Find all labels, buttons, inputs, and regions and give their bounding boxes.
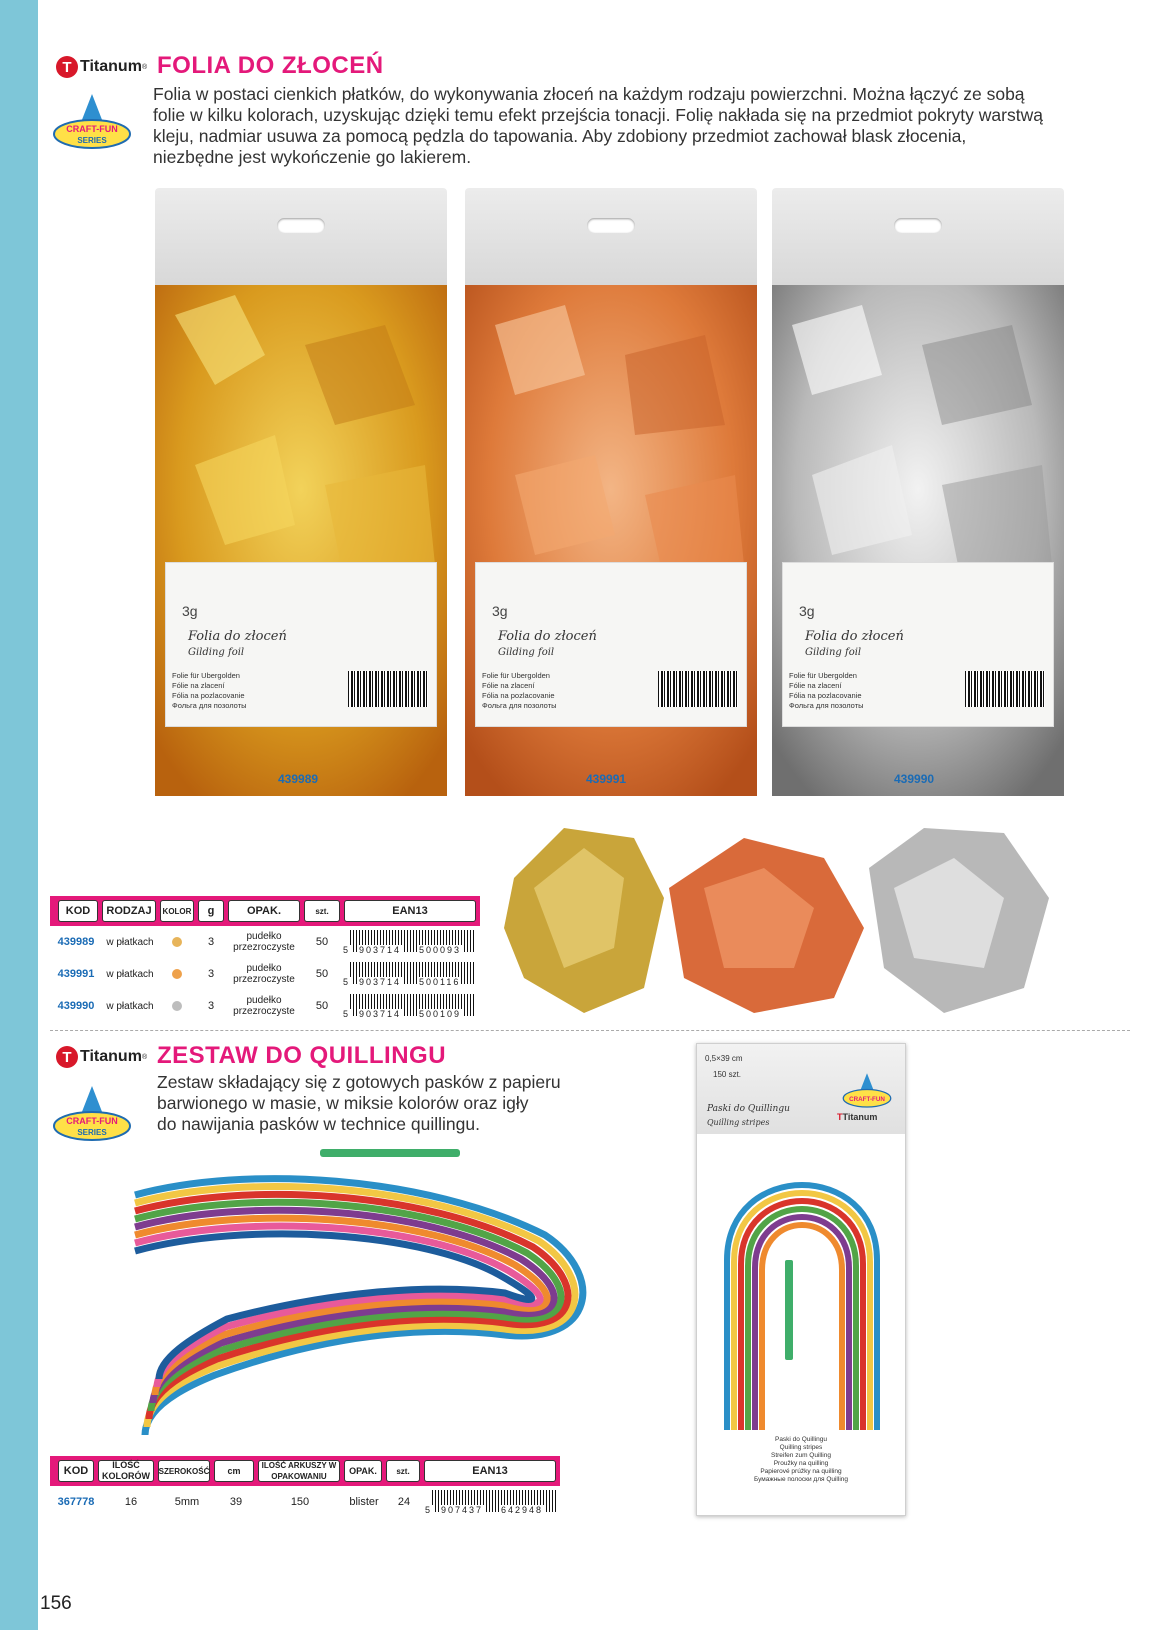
box-icon: szt. [386,1460,420,1482]
table-row: 439989 w płatkach 3 pudełko przezroczyste 50 [57,931,329,953]
col-header-opak: OPAK. [344,1460,382,1482]
table-row: 367778 16 5mm 39 150 blister 24 [57,1495,411,1508]
svg-text:SERIES: SERIES [77,136,107,145]
svg-text:SERIES: SERIES [77,1128,107,1137]
product-label: 3g Folia do złoceń Gilding foil Folie für Ubergolden Fólie na zlacení Fólia na pozlacovanie Фольга для позолоты [165,562,437,727]
svg-text:CRAFT-FUN: CRAFT-FUN [66,124,118,134]
product-label: 3g Folia do złoceń Gilding foil Folie für Ubergolden Fólie na zlacení Fólia na pozlacovanie Фольга для позолоты [475,562,747,727]
titanum-logo-mark: T [56,56,78,78]
craft-fun-series-badge [50,1084,134,1148]
col-header-kod: KOD [58,900,98,922]
barcode [658,671,738,707]
product-package-gold [155,188,447,796]
product-label: 3g Folia do złoceń Gilding foil Folie für Ubergolden Fólie na zlacení Fólia na pozlacovanie Фольга для позолоты [782,562,1054,727]
barcode [348,671,428,707]
loose-foil-flakes-image [494,818,1064,1018]
titanum-logo: T Titanum ® [56,56,147,78]
svg-text:CRAFT-FUN: CRAFT-FUN [66,1116,118,1126]
quilling-strips-image [125,1145,605,1445]
section-divider [50,1030,1130,1031]
table-row: 439990 w płatkach 3 pudełko przezroczyste 50 [57,995,329,1017]
section-description-gilding-foil: Folia w postaci cienkich płatków, do wykonywania złoceń na każdym rodzaju powierzchni. Można łączyć ze sobą folie w kilku kolorach, uzyskując dzięki temu efekt przejścia tonacji. Folię nakłada się na przedmiot pokryty warstwą kleju, nadmiar usuwa za pomocą pędzla do tapowania. Aby zdobiony przedmiot zachował blask złocenia, niezbędne jest wykończenie go lakierem. [153,84,1043,167]
section-title-quilling-set: ZESTAW DO QUILLINGU [157,1042,447,1069]
col-header-rodzaj: RODZAJ [102,900,156,922]
craft-fun-series-badge [837,1072,897,1112]
col-header-ilosc-arkuszy: ILOŚĆ ARKUSZY W OPAKOWANIU [258,1460,340,1482]
col-header-cm: cm [214,1460,254,1482]
color-swatch [172,1001,182,1011]
craft-fun-series-badge [50,92,134,156]
package-code: 439990 [894,772,935,786]
col-header-ean13: EAN13 [424,1460,556,1482]
titanum-logo: T Titanum ® [56,1046,147,1068]
col-header-ilosc-kolorow: ILOŚĆ KOLORÓW [98,1460,154,1482]
titanum-logo-mark: T [56,1046,78,1068]
label-text: Folie für Ubergolden Fólie na zlacení Fólia na pozlacovanie Фольга для позолоты [789,671,864,710]
package-label-text: Paski do Quillingu Quilling stripes Streifen zum Quilling Proužky na quilling Papierové prúžky na quilling Бумажные полоски для Quilling [753,1436,848,1483]
col-header-kolor: KOLOR [160,900,194,922]
quilling-strips-package-image [707,1140,897,1430]
page-sidebar-band [0,0,38,1630]
product-package-silver [772,188,1064,796]
label-text: Folie für Ubergolden Fólie na zlacení Fólia na pozlacovanie Фольга для позолоты [172,671,247,710]
barcode [965,671,1045,707]
col-header-opak: OPAK. [228,900,300,922]
col-header-kod: KOD [58,1460,94,1482]
weight-icon: g [198,900,224,922]
color-swatch [172,969,182,979]
product-package-copper [465,188,757,796]
section-description-quilling-set: Zestaw składający się z gotowych pasków z papieru barwionego w masie, w miksie kolorów oraz igły do nawijania pasków w technice quillingu. [157,1072,561,1134]
table-row: 439991 w płatkach 3 pudełko przezroczyste 50 [57,963,329,985]
svg-text:CRAFT-FUN: CRAFT-FUN [849,1095,885,1103]
section-title-gilding-foil: FOLIA DO ZŁOCEŃ [157,52,384,79]
page-number: 156 [40,1593,72,1614]
product-package-quilling: 0,5×39 cm 150 szt. CRAFT-FUN Paski do Quillingu Quilling stripes TTitanum Paski do Quillingu Quilling stripes Streifen zum Quilling Proužky na quilling Papierové prúžky na quilling Бумажные полоски для Quilling [696,1043,906,1516]
titanum-logo: TTitanum [837,1112,878,1122]
col-header-ean13: EAN13 [344,900,476,922]
package-code: 439991 [586,772,627,786]
col-header-szerokosc: SZEROKOŚĆ [158,1460,210,1482]
label-text: Folie für Ubergolden Fólie na zlacení Fólia na pozlacovanie Фольга для позолоты [482,671,557,710]
color-swatch [172,937,182,947]
package-code: 439989 [278,772,319,786]
box-icon: szt. [304,900,340,922]
